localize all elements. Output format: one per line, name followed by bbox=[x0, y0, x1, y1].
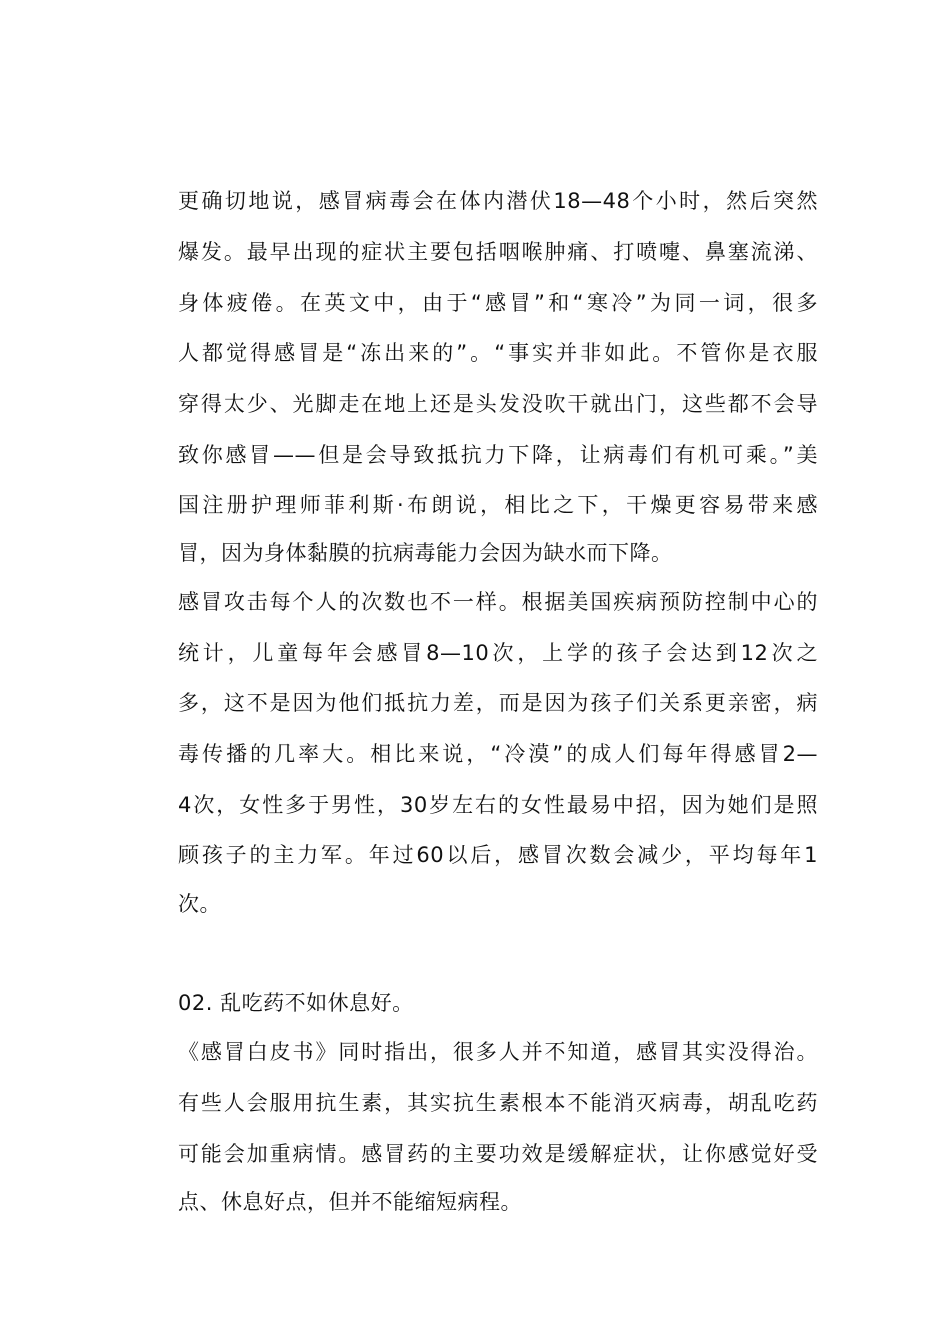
paragraph-1-line-8: 冒，因为身体黏膜的抗病毒能力会因为缺水而下降。 bbox=[178, 541, 673, 565]
paragraph-1-line-7: 国注册护理师菲利斯·布朗说，相比之下，干燥更容易带来感 bbox=[178, 493, 818, 517]
paragraph-3-line-3: 可能会加重病情。感冒药的主要功效是缓解症状，让你感觉好受 bbox=[178, 1142, 818, 1166]
paragraph-3-line-4: 点、休息好点，但并不能缩短病程。 bbox=[178, 1190, 522, 1214]
paragraph-1-line-2: 爆发。最早出现的症状主要包括咽喉肿痛、打喷嚏、鼻塞流涕、 bbox=[178, 240, 818, 264]
paragraph-2-line-6: 顾孩子的主力军。年过60以后，感冒次数会减少，平均每年1 bbox=[178, 843, 818, 867]
section-heading: 02. 乱吃药不如休息好。 bbox=[178, 991, 414, 1015]
paragraph-1-line-3: 身体疲倦。在英文中，由于“感冒”和“寒冷”为同一词，很多 bbox=[178, 291, 818, 315]
paragraph-3-line-1: 《感冒白皮书》同时指出，很多人并不知道，感冒其实没得治。 bbox=[178, 1040, 818, 1064]
paragraph-1-line-4: 人都觉得感冒是“冻出来的”。“事实并非如此。不管你是衣服 bbox=[178, 341, 818, 365]
paragraph-2-line-7: 次。 bbox=[178, 892, 221, 916]
paragraph-2-line-3: 多，这不是因为他们抵抗力差，而是因为孩子们关系更亲密，病 bbox=[178, 691, 818, 715]
paragraph-2-line-2: 统计，儿童每年会感冒8—10次，上学的孩子会达到12次之 bbox=[178, 641, 818, 665]
paragraph-1-line-1: 更确切地说，感冒病毒会在体内潜伏18—48个小时，然后突然 bbox=[178, 189, 818, 213]
paragraph-1-line-5: 穿得太少、光脚走在地上还是头发没吹干就出门，这些都不会导 bbox=[178, 392, 818, 416]
paragraph-2-line-4: 毒传播的几率大。相比来说，“冷漠”的成人们每年得感冒2— bbox=[178, 742, 818, 766]
paragraph-1-line-6: 致你感冒——但是会导致抵抗力下降，让病毒们有机可乘。”美 bbox=[178, 443, 818, 467]
paragraph-2-line-1: 感冒攻击每个人的次数也不一样。根据美国疾病预防控制中心的 bbox=[178, 590, 818, 614]
paragraph-3-line-2: 有些人会服用抗生素，其实抗生素根本不能消灭病毒，胡乱吃药 bbox=[178, 1091, 818, 1115]
paragraph-2-line-5: 4次，女性多于男性，30岁左右的女性最易中招，因为她们是照 bbox=[178, 793, 818, 817]
